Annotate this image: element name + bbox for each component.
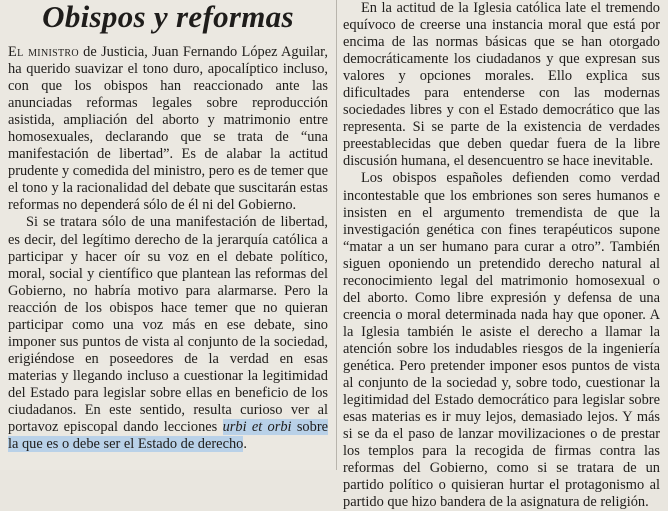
left-column bbox=[8, 0, 328, 453]
article-title: Obispos y reformas bbox=[42, 0, 294, 34]
paragraph-2-end: . bbox=[243, 436, 247, 453]
column-divider bbox=[336, 0, 337, 470]
paragraph-1 bbox=[8, 44, 328, 214]
lead-caps: El ministro bbox=[8, 44, 79, 60]
right-column bbox=[343, 0, 660, 511]
paragraph-2-text: Si se tratara sólo de una manifestación de libertad, es decir, del legítimo derecho de la jerarquía católica a participar y hacer oír su voz en el debate político, moral, social y científico que plantean las reformas del Gobierno, no habría motivo para alarmarse. Pero la reacción de los obispos hace temer que no quieran participar como una voz más en ese debate, sino imponer sus puntos de vista al conjunto de la sociedad, erigiéndose en poseedores de la verdad en esas materias y llegando incluso a cuestionar la legitimidad del Estado para legislar sobre ellas en beneficio de los ciudadanos. En este sentido, resulta curioso ver al portavoz episcopal dando lecciones bbox=[8, 214, 328, 436]
paragraph-2 bbox=[8, 214, 328, 453]
paragraph-3: En la actitud de la Iglesia católica late el tremendo equívoco de creerse una instancia moral que está por encima de las normas básicas que se han otorgado democráticamente los ciudadanos y que expresan sus valores y opciones morales. Ello explica sus dificultades para entenderse con las modernas sociedades libres y con el Estado democrático que las representa. Si se parte de la existencia de verdades preestablecidas que deben quedar fuera de la libre discusión humana, el desencuentro se hace inevitable. bbox=[343, 0, 660, 170]
highlighted-latin-phrase[interactable]: urbi et orbi bbox=[222, 419, 292, 436]
highlighted-selection[interactable]: sobre la que es o debe ser el Estado de derecho bbox=[8, 419, 328, 453]
paragraph-4: Los obispos españoles defienden como verdad incontestable que los embriones son seres humanos e insisten en el argumento tremendista de que la investigación genética con fines terapéuticos supone “matar a un ser humano para curar a otro”. También siguen oponiendo un pretendido derecho natural al reconocimiento legal del matrimonio homosexual o del aborto. Como libre expresión y defensa de una creencia o moral determinada nada hay que oponer. A la Iglesia también le asiste el derecho a llamar la atención sobre los indudables riesgos de la ingeniería genética. Pero pretender imponer esos puntos de vista al conjunto de la sociedad y, sobre todo, cuestionar la legitimidad del Estado democrático para legislar sobre esas materias es ir muy lejos, demasiado lejos. Y más si se da el paso de lanzar movilizaciones o de prestar los templos para la recogida de firmas contra las reformas del Gobierno, como si se tratara de un partido político o quisieran hurtar el protagonismo al partido que hizo bandera de la asignatura de religión. bbox=[343, 170, 660, 511]
paragraph-1-text: de Justicia, Juan Fernando López Aguilar, ha querido suavizar el tono duro, apocalíptico incluso, con que los obispos han reaccionado ante las anunciadas reformas legales sobre reproducción asistida, ampliación del aborto y matrimonio entre homosexuales, declarando que se trata de “una manifestación de libertad”. Es de alabar la actitud prudente y comedida del ministro, pero es de temer que el tono y la racionalidad del debate que suscitarán estas reformas no dependerá sólo de él ni del Gobierno. bbox=[8, 44, 328, 214]
